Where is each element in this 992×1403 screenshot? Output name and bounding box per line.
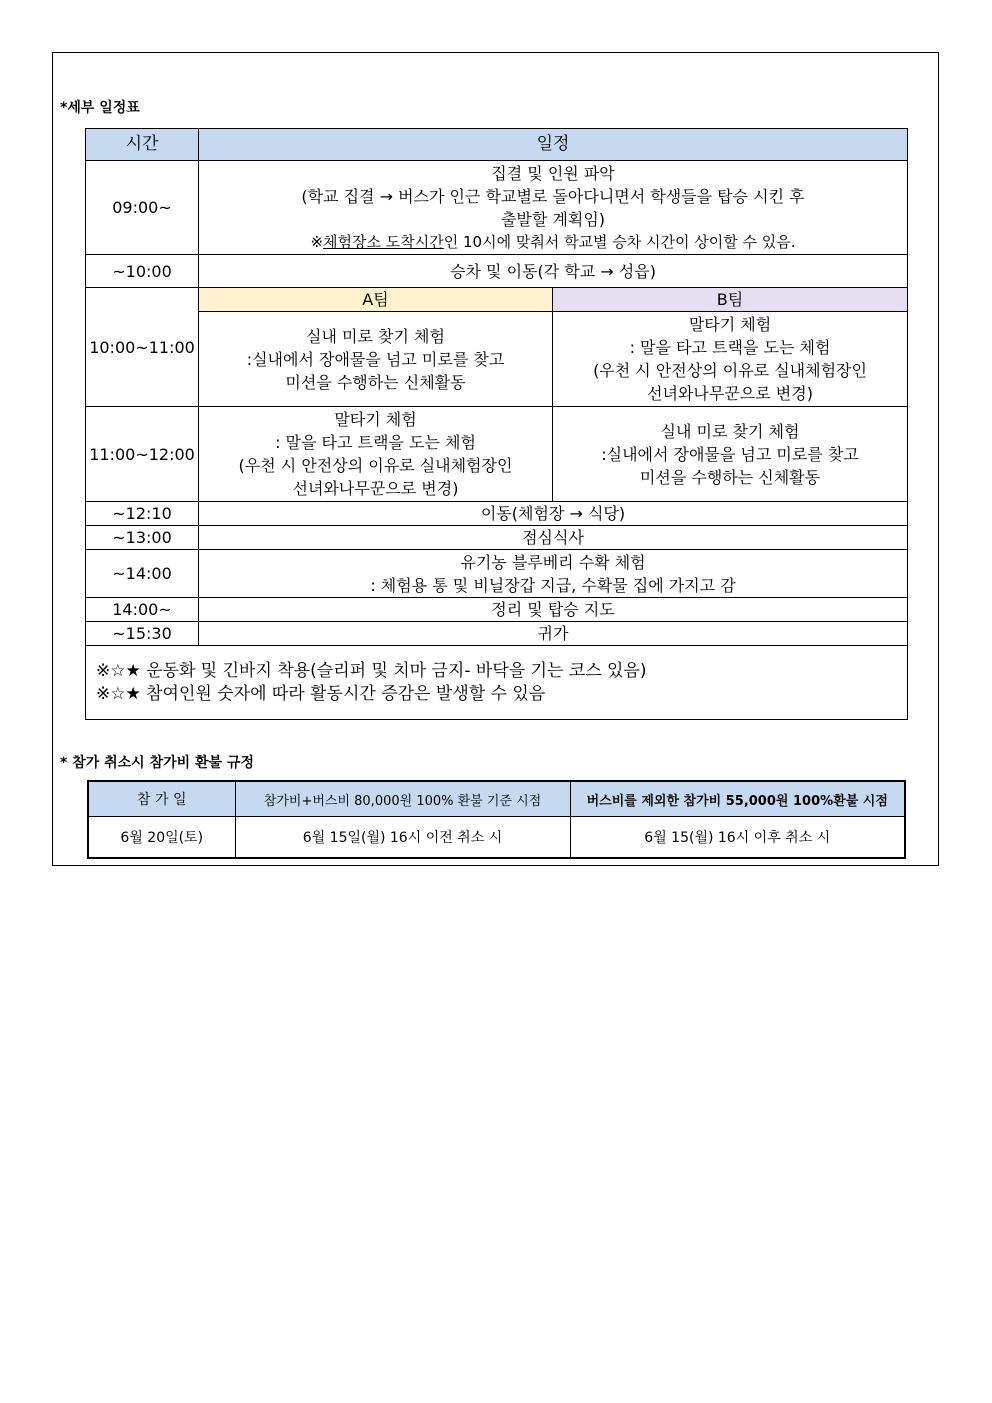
table-row (86, 407, 908, 502)
full-refund-cell: 6월 15일(월) 16시 이전 취소 시 (235, 817, 570, 859)
header-full-refund: 참가비+버스비 80,000원 100% 환불 기준 시점 (235, 781, 570, 817)
plan-line: 미션을 수행하는 신체활동 (639, 467, 821, 487)
plan-cell: 이동(체험장 → 식당) (199, 502, 908, 526)
time-cell: ~15:30 (86, 622, 199, 646)
plan-cell: 점심식사 (199, 526, 908, 550)
team-a-cell (199, 407, 553, 502)
plan-line: 유기농 블루베리 수확 체험 (460, 552, 646, 572)
plan-line: (우천 시 안전상의 이유로 실내체험장인 (238, 456, 513, 475)
plan-line: 실내 미로 찾기 체험 (306, 326, 445, 346)
note-line: ※☆★ 운동화 및 긴바지 착용(슬리퍼 및 치마 금지- 바닥을 기는 코스 있음) (96, 660, 647, 681)
time-cell: 14:00~ (86, 598, 199, 622)
plan-line: (학교 집결 → 버스가 인근 학교별로 돌아다니면서 학생들을 탑승 시킨 후 (301, 186, 805, 206)
header-plan: 일정 (199, 129, 908, 161)
table-row (86, 526, 908, 550)
note-rest: 인 10시에 맞춰서 학교별 승차 시간이 상이할 수 있음. (443, 232, 796, 251)
table-row (86, 598, 908, 622)
plan-cell: 정리 및 탑승 지도 (199, 598, 908, 622)
schedule-title: *세부 일정표 (60, 100, 140, 116)
plan-line: :실내에서 장애물을 넘고 미로를 찾고 (246, 349, 505, 369)
notes-cell (86, 646, 908, 720)
plan-line: 말타기 체험 (334, 410, 417, 429)
plan-line: : 말을 타고 트랙을 도는 체험 (629, 338, 831, 357)
plan-cell: 승차 및 이동(각 학교 → 성읍) (199, 255, 908, 288)
team-b-cell (553, 407, 908, 502)
plan-line: :실내에서 장애물을 넘고 미로를 찾고 (601, 444, 859, 464)
plan-cell (199, 550, 908, 598)
date-cell: 6월 20일(토) (88, 817, 235, 859)
table-row (86, 502, 908, 526)
team-a-cell (199, 312, 553, 407)
table-row (88, 817, 905, 859)
plan-line: 말타기 체험 (688, 315, 772, 334)
plan-line: (우천 시 안전상의 이유로 실내체험장인 (593, 361, 867, 380)
notes-row (86, 646, 908, 720)
team-a-label: A팀 (199, 288, 553, 312)
schedule-header-row (86, 129, 908, 161)
note-underlined: 체험장소 도착시간 (323, 232, 444, 251)
plan-line: 출발할 계획임) (500, 209, 606, 229)
header-partial-refund: 버스비를 제외한 참가비 55,000원 100%환불 시점 (570, 781, 905, 817)
time-cell: 09:00~ (86, 161, 199, 255)
time-cell: ~14:00 (86, 550, 199, 598)
plan-cell: 귀가 (199, 622, 908, 646)
table-row (86, 622, 908, 646)
schedule-table (85, 128, 908, 720)
team-header-row (86, 288, 908, 312)
note-prefix: ※ (310, 232, 324, 251)
table-row (86, 312, 908, 407)
plan-line: 선녀와나무꾼으로 변경) (647, 384, 813, 403)
note-line: ※☆★ 참여인원 숫자에 따라 활동시간 증감은 발생할 수 있음 (96, 683, 546, 704)
arrival-note (201, 231, 905, 254)
plan-line: 실내 미로 찾기 체험 (660, 421, 800, 441)
team-b-cell (553, 312, 908, 407)
table-row (86, 255, 908, 288)
time-cell: 11:00~12:00 (86, 407, 199, 502)
team-b-label: B팀 (553, 288, 908, 312)
plan-line: : 말을 타고 트랙을 도는 체험 (275, 433, 476, 452)
time-cell: 10:00~11:00 (86, 288, 199, 407)
plan-cell (199, 161, 908, 255)
refund-header-row (88, 781, 905, 817)
header-date: 참 가 일 (88, 781, 235, 817)
time-cell: ~13:00 (86, 526, 199, 550)
refund-title: * 참가 취소시 참가비 환불 규정 (60, 755, 254, 771)
refund-table (87, 780, 906, 859)
time-cell: ~12:10 (86, 502, 199, 526)
plan-line: 집결 및 인원 파악 (491, 163, 615, 183)
time-cell: ~10:00 (86, 255, 199, 288)
header-time: 시간 (86, 129, 199, 161)
table-row (86, 550, 908, 598)
plan-line: 선녀와나무꾼으로 변경) (292, 479, 459, 498)
table-row (86, 161, 908, 255)
plan-line: : 체험용 통 및 비닐장갑 지급, 수확물 집에 가지고 감 (370, 575, 736, 595)
plan-line: 미션을 수행하는 신체활동 (285, 372, 466, 392)
partial-refund-cell: 6월 15(월) 16시 이후 취소 시 (570, 817, 905, 859)
